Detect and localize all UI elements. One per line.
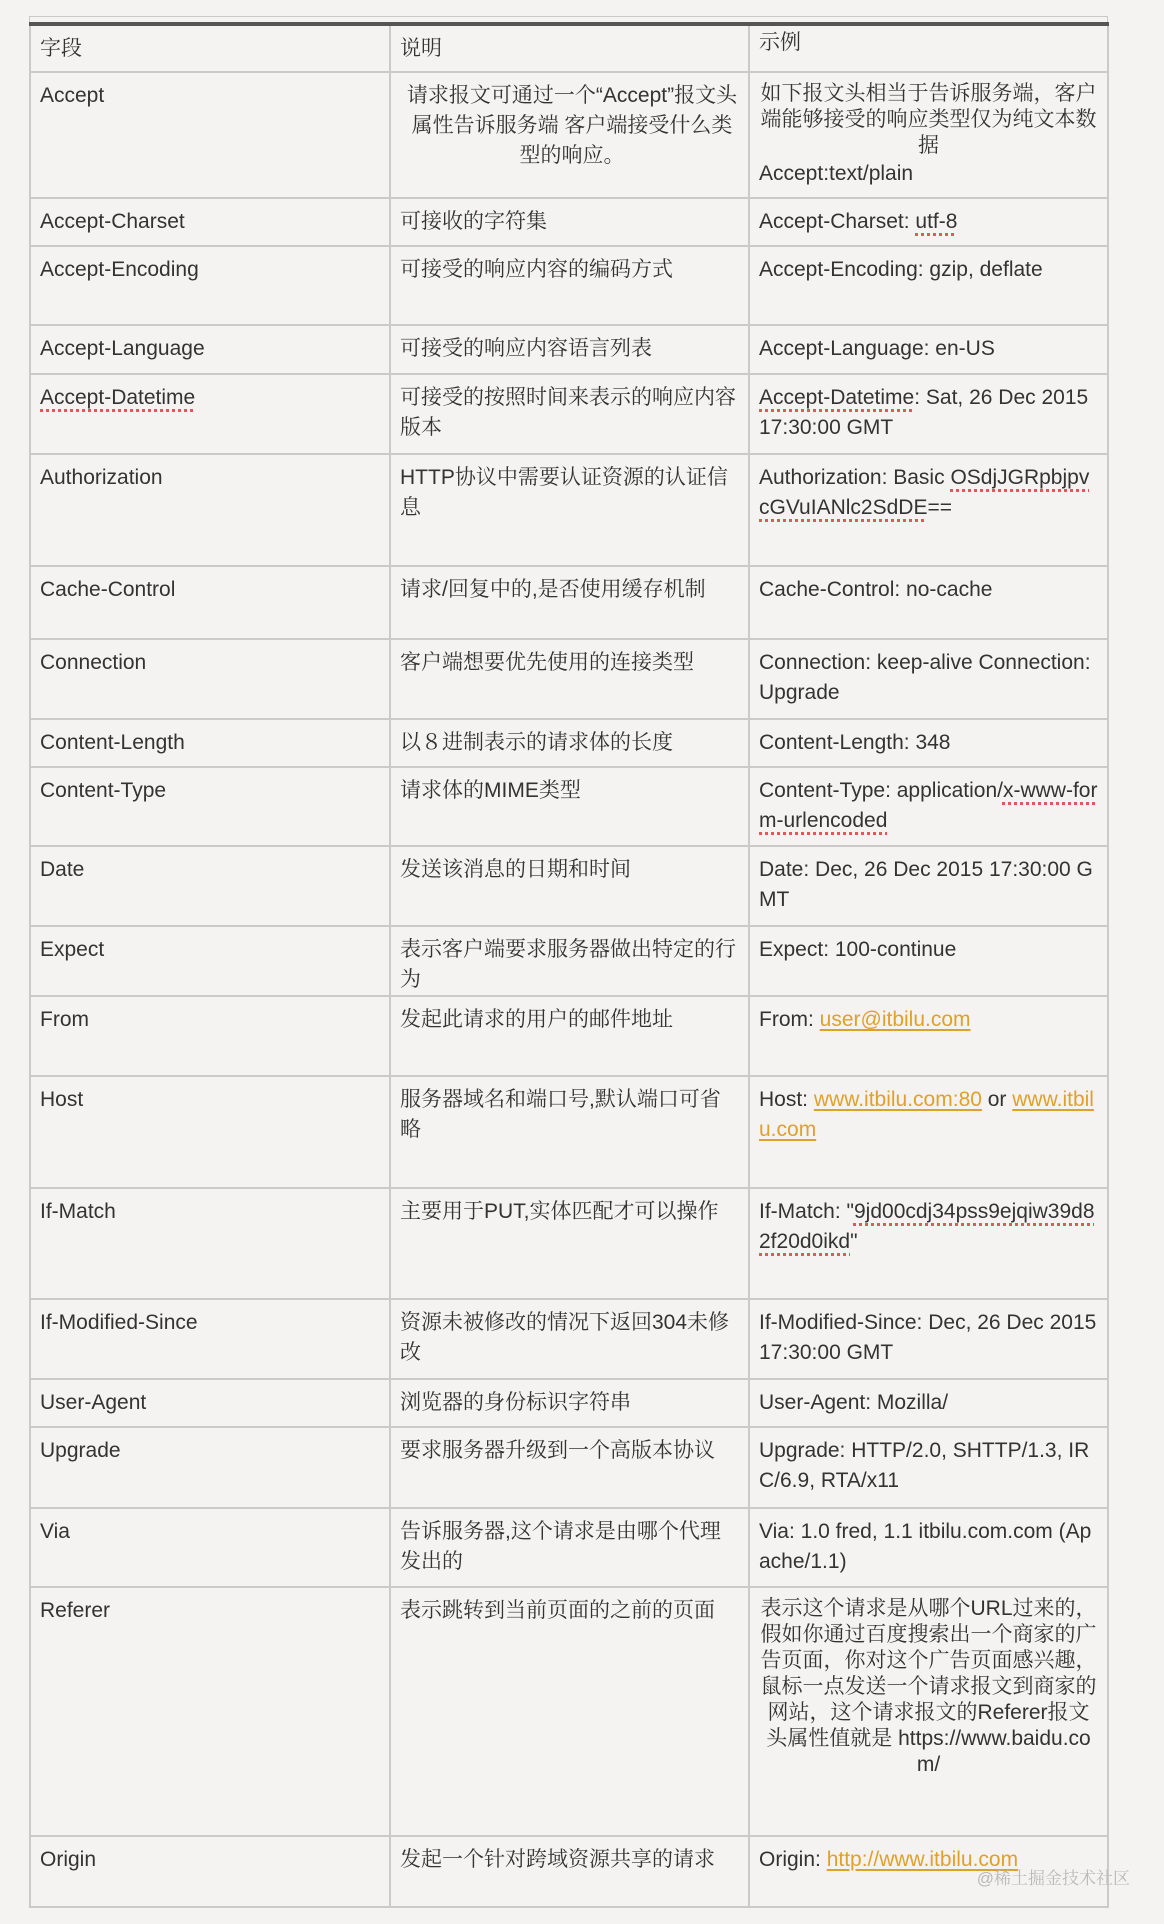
example-text: Cache-Control: no-cache: [759, 578, 993, 601]
spellcheck-text: utf-8: [915, 210, 958, 233]
example-text: User-Agent: Mozilla/: [759, 1391, 949, 1414]
table-row: [30, 1427, 1108, 1508]
header-example: [749, 767, 1108, 846]
header-example: [749, 1587, 1108, 1836]
example-link[interactable]: www.itbilu.com:80: [813, 1088, 982, 1111]
header-description: HTTP协议中需要认证资源的认证信息: [390, 454, 749, 566]
header-field-name: [30, 1587, 390, 1836]
header-field-name: [30, 198, 390, 246]
field-text: Expect: [40, 938, 105, 961]
example-text: ==: [927, 496, 952, 519]
header-field-name: [30, 767, 390, 846]
table-row: [30, 1188, 1108, 1299]
header-description: 可接受的按照时间来表示的响应内容版本: [390, 374, 749, 454]
field-text: Content-Type: [40, 779, 167, 802]
field-text: Origin: [40, 1848, 97, 1871]
header-description: 表示客户端要求服务器做出特定的行为: [390, 926, 749, 996]
field-text: Accept-Encoding: [40, 258, 199, 281]
table-row: [30, 846, 1108, 926]
table-row: [30, 1836, 1108, 1907]
field-text: Accept-Charset: [40, 210, 185, 233]
table-row: [30, 1508, 1108, 1587]
header-description: 表示跳转到当前页面的之前的页面: [390, 1587, 749, 1836]
example-text: Content-Length: 348: [759, 731, 951, 754]
header-description: 可接受的响应内容语言列表: [390, 325, 749, 374]
example-text: Host:: [759, 1088, 814, 1111]
header-example: [749, 719, 1108, 767]
table-row: [30, 1299, 1108, 1379]
table-row: [30, 325, 1108, 374]
table-row: [30, 374, 1108, 454]
example-text: Accept-Charset:: [759, 210, 916, 233]
spellcheck-text: OSdjJGRpbjpvcGVuIANlc2SdDE: [759, 466, 1090, 519]
header-field-name: [30, 1508, 390, 1587]
table-row: [30, 246, 1108, 325]
header-field-name: [30, 846, 390, 926]
table-row: [30, 1379, 1108, 1427]
field-text: From: [40, 1008, 89, 1031]
example-text: Connection: keep-alive Connection: Upgrade: [759, 651, 1091, 704]
example-text: ": [850, 1230, 858, 1253]
header-field-name: [30, 1299, 390, 1379]
header-example: [749, 1299, 1108, 1379]
example-text: Accept:text/plain: [759, 162, 914, 185]
spellcheck-text: x-www-form-urlencoded: [759, 779, 1098, 832]
header-field-name: [30, 566, 390, 639]
table-row: [30, 566, 1108, 639]
watermark: @稀土掘金技术社区: [976, 1869, 1130, 1888]
header-field-name: [30, 72, 390, 198]
header-field-name: [30, 374, 390, 454]
header-field-name: [30, 1076, 390, 1188]
spellcheck-text: 9jd00cdj34pss9ejqiw39d82f20d0ikd: [759, 1200, 1095, 1253]
field-text: Content-Length: [40, 731, 185, 754]
header-description: 可接受的响应内容的编码方式: [390, 246, 749, 325]
header-field-name: [30, 926, 390, 996]
field-text: Accept: [40, 84, 105, 107]
header-description: 请求报文可通过一个“Accept”报文头属性告诉服务端 客户端接受什么类型的响应。: [390, 72, 749, 198]
example-text: Accept-Language: en-US: [759, 337, 995, 360]
table-row: [30, 1587, 1108, 1836]
header-description: 发起一个针对跨域资源共享的请求: [390, 1836, 749, 1907]
header-description: 服务器域名和端口号,默认端口可省略: [390, 1076, 749, 1188]
example-text: From:: [759, 1008, 820, 1031]
header-desc: 说明: [390, 24, 749, 72]
header-description: 主要用于PUT,实体匹配才可以操作: [390, 1188, 749, 1299]
example-text: or: [981, 1088, 1013, 1111]
header-example: 示例: [749, 24, 1108, 72]
spellcheck-text: Accept-Datetime: [759, 386, 915, 409]
header-description: 以８进制表示的请求体的长度: [390, 719, 749, 767]
table-row: [30, 1076, 1108, 1188]
table-row: [30, 926, 1108, 996]
table-row: [30, 198, 1108, 246]
field-text: Accept-Language: [40, 337, 205, 360]
header-example: [749, 325, 1108, 374]
example-text: Accept-Encoding: gzip, deflate: [759, 258, 1043, 281]
example-text: Via: 1.0 fred, 1.1 itbilu.com.com (Apache/1.1): [759, 1520, 1092, 1573]
field-text: If-Match: [40, 1200, 116, 1223]
example-link[interactable]: http://www.itbilu.com: [826, 1848, 1019, 1871]
header-example: [749, 566, 1108, 639]
table-row: [30, 767, 1108, 846]
field-text: Referer: [40, 1599, 111, 1622]
example-note: 如下报文头相当于告诉服务端，客户端能够接受的响应类型仅为纯文本数据: [760, 82, 1097, 157]
header-example: [749, 198, 1108, 246]
header-field-name: [30, 325, 390, 374]
field-text: Cache-Control: [40, 578, 176, 601]
example-text: Expect: 100-continue: [759, 938, 957, 961]
header-description: 发起此请求的用户的邮件地址: [390, 996, 749, 1076]
header-example: [749, 374, 1108, 454]
header-field-name: [30, 1379, 390, 1427]
http-request-headers-table: [29, 22, 1109, 1908]
header-field-name: [30, 639, 390, 719]
header-example: [749, 639, 1108, 719]
header-description: 资源未被修改的情况下返回304未修改: [390, 1299, 749, 1379]
example-text: Date: Dec, 26 Dec 2015 17:30:00 GMT: [759, 858, 1093, 911]
header-field-name: [30, 1836, 390, 1907]
example-text: 表示这个请求是从哪个URL过来的，假如你通过百度搜索出一个商家的广告页面，你对这个广告页面感兴趣，鼠标一点发送一个请求报文到商家的网站，这个请求报文的Referer报文头属性值就是 https://www.baidu.com/: [760, 1597, 1097, 1776]
table-row: [30, 454, 1108, 566]
header-description: 要求服务器升级到一个高版本协议: [390, 1427, 749, 1508]
table-row: [30, 996, 1108, 1076]
header-example: [749, 846, 1108, 926]
header-example: [749, 246, 1108, 325]
header-example: [749, 1379, 1108, 1427]
header-description: 请求体的MIME类型: [390, 767, 749, 846]
example-text: : Sat, 26 Dec 2015 17:30:00 GMT: [759, 386, 1089, 439]
field-text: Date: [40, 858, 85, 881]
example-text: Content-Type: application/: [759, 779, 1003, 802]
example-text: Upgrade: HTTP/2.0, SHTTP/1.3, IRC/6.9, RTA/x11: [759, 1439, 1090, 1492]
table-row: [30, 639, 1108, 719]
field-text: User-Agent: [40, 1391, 147, 1414]
example-text: Authorization: Basic: [759, 466, 951, 489]
header-description: 告诉服务器,这个请求是由哪个代理发出的: [390, 1508, 749, 1587]
header-example: [749, 926, 1108, 996]
table-header-row: [30, 24, 1108, 72]
header-description: 请求/回复中的,是否使用缓存机制: [390, 566, 749, 639]
header-field-name: [30, 454, 390, 566]
header-description: 可接收的字符集: [390, 198, 749, 246]
table-row: [30, 719, 1108, 767]
header-description: 浏览器的身份标识字符串: [390, 1379, 749, 1427]
field-text: If-Modified-Since: [40, 1311, 198, 1334]
example-link[interactable]: user@itbilu.com: [819, 1008, 971, 1031]
header-field-name: [30, 719, 390, 767]
field-text: Authorization: [40, 466, 163, 489]
header-example: [749, 72, 1108, 198]
header-field-name: [30, 996, 390, 1076]
field-text: Host: [40, 1088, 84, 1111]
header-field: 字段: [30, 24, 390, 72]
header-example: [749, 1427, 1108, 1508]
table-row: [30, 72, 1108, 198]
example-text: If-Match: ": [759, 1200, 854, 1223]
field-text: Upgrade: [40, 1439, 121, 1462]
field-text: Connection: [40, 651, 147, 674]
example-text: If-Modified-Since: Dec, 26 Dec 2015 17:30:00 GMT: [759, 1311, 1097, 1364]
header-field-name: [30, 1427, 390, 1508]
field-text: Via: [40, 1520, 70, 1543]
header-example: [749, 454, 1108, 566]
header-description: 发送该消息的日期和时间: [390, 846, 749, 926]
header-example: [749, 1508, 1108, 1587]
example-link[interactable]: www.itbilu.com: [759, 1088, 1094, 1141]
header-example: [749, 1188, 1108, 1299]
header-field-name: [30, 246, 390, 325]
header-example: [749, 1076, 1108, 1188]
field-text: Accept-Datetime: [40, 386, 196, 409]
header-example: [749, 996, 1108, 1076]
example-text: Origin:: [759, 1848, 827, 1871]
header-description: 客户端想要优先使用的连接类型: [390, 639, 749, 719]
header-field-name: [30, 1188, 390, 1299]
